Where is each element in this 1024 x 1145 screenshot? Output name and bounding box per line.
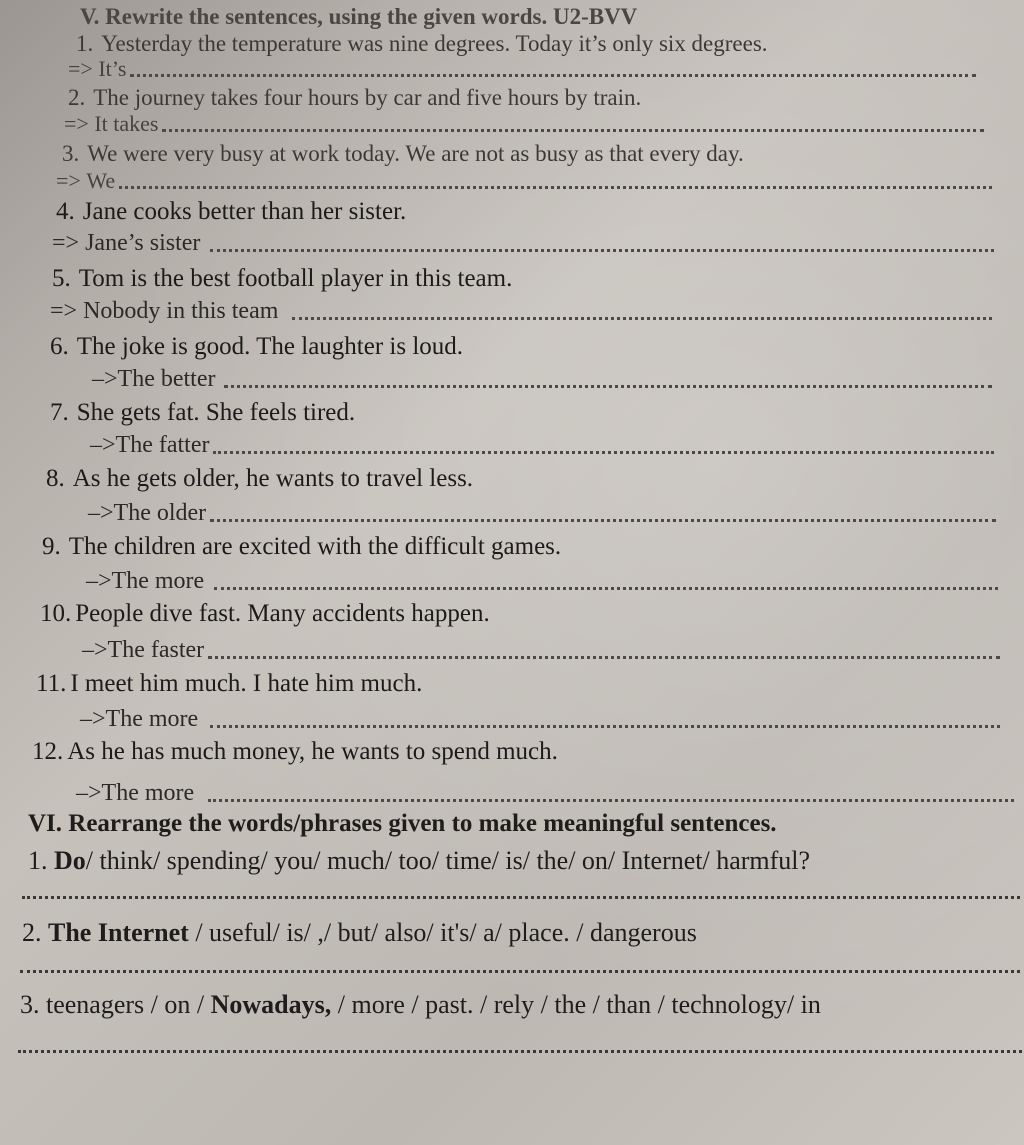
answer-line-4[interactable] xyxy=(52,230,994,257)
answer-prompt: The older xyxy=(113,500,207,526)
question-number: 8. xyxy=(46,465,65,492)
question-text: I meet him much. I hate him much. xyxy=(70,670,423,697)
question-11 xyxy=(36,670,422,698)
answer-prompt: It takes xyxy=(94,111,159,136)
answer-prompt: It’s xyxy=(98,56,127,81)
answer-prompt: We xyxy=(86,168,116,193)
answer-prompt: The more xyxy=(101,780,195,806)
question-number: 1. xyxy=(76,31,94,56)
arrow: => xyxy=(50,298,78,324)
dotted-line xyxy=(130,74,976,77)
answer-line-vi-1[interactable] xyxy=(22,896,1020,899)
dotted-line xyxy=(119,186,992,189)
question-number: 2. xyxy=(68,85,86,110)
dotted-line xyxy=(210,725,1000,728)
arrow: => xyxy=(56,168,81,193)
question-number: 3. xyxy=(62,141,80,166)
question-number: 4. xyxy=(56,198,75,225)
question-5 xyxy=(52,265,512,293)
question-number: 6. xyxy=(50,333,69,360)
answer-line-12[interactable] xyxy=(76,780,1014,807)
answer-prompt: The more xyxy=(105,706,199,732)
arrow: => xyxy=(52,230,80,256)
arrow: –> xyxy=(86,568,112,594)
question-number: 7. xyxy=(50,399,69,426)
answer-line-10[interactable] xyxy=(82,637,1000,664)
answer-prompt: Jane’s sister xyxy=(85,230,201,256)
item-bold-word: Nowadays, xyxy=(210,990,332,1019)
answer-line-7[interactable] xyxy=(90,432,994,459)
item-words: / useful/ is/ ,/ but/ also/ it's/ a/ place. / dangerous xyxy=(188,918,697,947)
dotted-line xyxy=(210,249,994,252)
question-number: 10. xyxy=(40,600,72,627)
dotted-line xyxy=(208,799,1014,802)
question-text: We were very busy at work today. We are not as busy as that every day. xyxy=(87,141,744,166)
question-2 xyxy=(68,85,641,111)
dotted-line xyxy=(292,317,992,320)
question-12 xyxy=(32,738,558,766)
answer-line-9[interactable] xyxy=(86,568,998,595)
rearrange-item-1 xyxy=(28,846,810,876)
dotted-line xyxy=(213,451,994,454)
arrow: –> xyxy=(80,706,106,732)
question-8 xyxy=(46,465,473,493)
arrow: => xyxy=(64,111,89,136)
question-text: She gets fat. She feels tired. xyxy=(76,399,356,426)
answer-prompt: Nobody in this team xyxy=(83,298,279,324)
answer-prompt: The better xyxy=(117,366,216,392)
question-text: The children are excited with the difficult games. xyxy=(68,533,562,560)
question-number: 11. xyxy=(36,670,67,697)
question-text: The journey takes four hours by car and five hours by train. xyxy=(93,85,642,110)
dotted-line xyxy=(210,519,996,522)
rearrange-item-2 xyxy=(22,918,697,948)
answer-prompt: The fatter xyxy=(115,432,210,458)
question-10 xyxy=(40,600,490,628)
answer-line-5[interactable] xyxy=(50,298,992,325)
question-number: 5. xyxy=(52,265,71,292)
question-text: People dive fast. Many accidents happen. xyxy=(75,600,490,627)
arrow: –> xyxy=(90,432,116,458)
arrow: –> xyxy=(92,366,118,392)
answer-line-6[interactable] xyxy=(92,366,992,393)
question-1 xyxy=(76,31,768,57)
answer-line-vi-2[interactable] xyxy=(20,970,1020,973)
question-text: The joke is good. The laughter is loud. xyxy=(76,333,464,360)
rearrange-item-3 xyxy=(20,990,821,1020)
question-text: Tom is the best football player in this team. xyxy=(78,265,513,292)
arrow: –> xyxy=(76,780,102,806)
answer-prompt: The more xyxy=(111,568,205,594)
item-number: 1. xyxy=(28,846,48,875)
item-bold-word: Do xyxy=(54,846,86,875)
section-6-heading: VI. Rearrange the words/phrases given to make meaningful sentences. xyxy=(28,810,777,837)
answer-line-8[interactable] xyxy=(88,500,996,527)
item-bold-word: The Internet xyxy=(48,918,189,947)
item-number: 2. xyxy=(22,918,42,947)
item-number: 3. xyxy=(20,990,40,1019)
answer-prompt: The faster xyxy=(107,637,205,663)
arrow: –> xyxy=(82,637,108,663)
item-words: / more / past. / rely / the / than / technology/ in xyxy=(331,990,821,1019)
question-7 xyxy=(50,399,355,427)
item-words-pre: teenagers / on / xyxy=(46,990,211,1019)
answer-line-1[interactable] xyxy=(68,56,976,82)
question-text: Jane cooks better than her sister. xyxy=(82,198,407,225)
question-number: 12. xyxy=(32,738,64,765)
question-6 xyxy=(50,333,463,361)
section-5-heading: V. Rewrite the sentences, using the given words. U2-BVV xyxy=(80,4,638,29)
dotted-line xyxy=(224,385,993,388)
dotted-line xyxy=(214,587,998,590)
answer-line-11[interactable] xyxy=(80,706,1000,733)
question-9 xyxy=(42,533,561,561)
question-3 xyxy=(62,141,744,167)
answer-line-vi-3[interactable] xyxy=(18,1050,1022,1053)
item-words: / think/ spending/ you/ much/ too/ time/ is/ the/ on/ Internet/ harmful? xyxy=(85,846,811,875)
question-4 xyxy=(56,198,406,226)
question-text: As he gets older, he wants to travel less. xyxy=(72,465,474,492)
question-text: As he has much money, he wants to spend much. xyxy=(67,738,558,765)
answer-line-2[interactable] xyxy=(64,111,984,137)
answer-line-3[interactable] xyxy=(56,168,992,194)
question-number: 9. xyxy=(42,533,61,560)
dotted-line xyxy=(208,656,1000,659)
question-text: Yesterday the temperature was nine degrees. Today it’s only six degrees. xyxy=(101,31,768,56)
arrow: –> xyxy=(88,500,114,526)
dotted-line xyxy=(162,129,984,132)
arrow: => xyxy=(68,56,93,81)
